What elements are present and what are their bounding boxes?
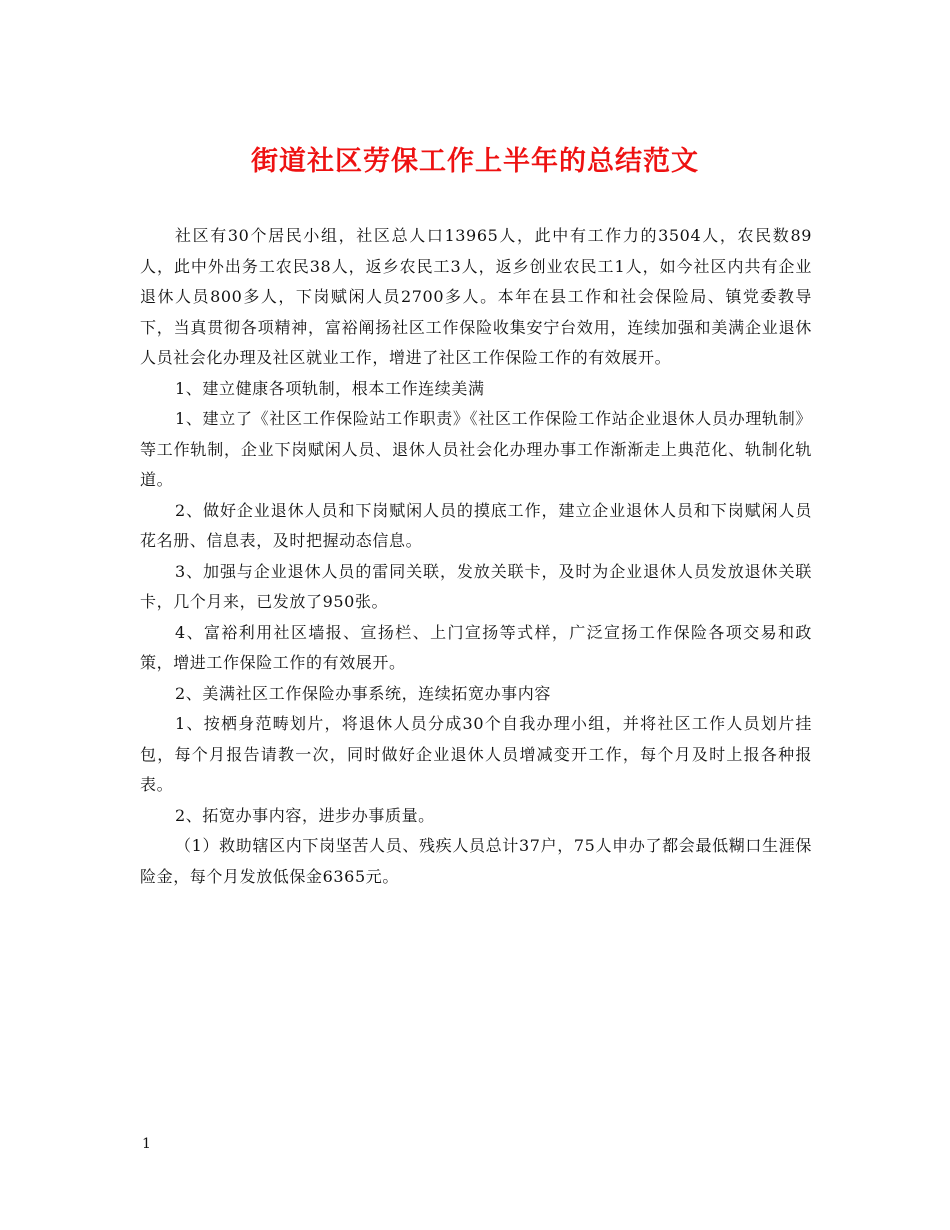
paragraph-item-1-2: 2、做好企业退休人员和下岗赋闲人员的摸底工作，建立企业退休人员和下岗赋闲人员花名册、信息表，及时把握动态信息。 [140, 500, 812, 550]
paragraph-item-2-2: 2、拓宽办事内容，进步办事质量。 [175, 805, 435, 825]
paragraph-item-1-4: 4、富裕利用社区墙报、宣扬栏、上门宣扬等式样，广泛宣扬工作保险各项交易和政策，增进工作保险工作的有效展开。 [140, 622, 812, 672]
paragraph-item-2-1: 1、按栖身范畴划片，将退休人员分成30个自我办理小组，并将社区工作人员划片挂包，每个月报告请教一次，同时做好企业退休人员增减变开工作，每个月及时上报各种报表。 [140, 714, 812, 794]
section-heading-1: 1、建立健康各项轨制，根本工作连续美满 [175, 378, 485, 398]
paragraph-intro: 社区有30个居民小组，社区总人口13965人，此中有工作力的3504人，农民数89人，此中外出务工农民38人，返乡农民工3人，返乡创业农民工1人，如今社区内共有企业退休人员800多人，下岗赋闲人员2700多人。本年在县工作和社会保险局、镇党委教导下，当真贯彻各项精神，富裕阐扬社区工作保险收集安宁台效用，连续加强和美满企业退休人员社会化办理及社区就业工作，增进了社区工作保险工作的有效展开。 [140, 226, 812, 367]
paragraph-subitem-1: （1）救助辖区内下岗坚苦人员、残疾人员总计37户，75人申办了都会最低糊口生涯保险金，每个月发放低保金6365元。 [140, 836, 812, 886]
page-number: 1 [142, 1136, 151, 1152]
document-body [140, 221, 812, 892]
paragraph-item-1-1: 1、建立了《社区工作保险站工作职责》《社区工作保险工作站企业退休人员办理轨制》等工作轨制，企业下岗赋闲人员、退休人员社会化办理办事工作渐渐走上典范化、轨制化轨道。 [140, 409, 812, 489]
document-title: 街道社区劳保工作上半年的总结范文 [251, 146, 699, 177]
paragraph-item-1-3: 3、加强与企业退休人员的雷同关联，发放关联卡，及时为企业退休人员发放退休关联卡，几个月来，已发放了950张。 [140, 561, 812, 611]
section-heading-2: 2、美满社区工作保险办事系统，连续拓宽办事内容 [175, 683, 551, 703]
